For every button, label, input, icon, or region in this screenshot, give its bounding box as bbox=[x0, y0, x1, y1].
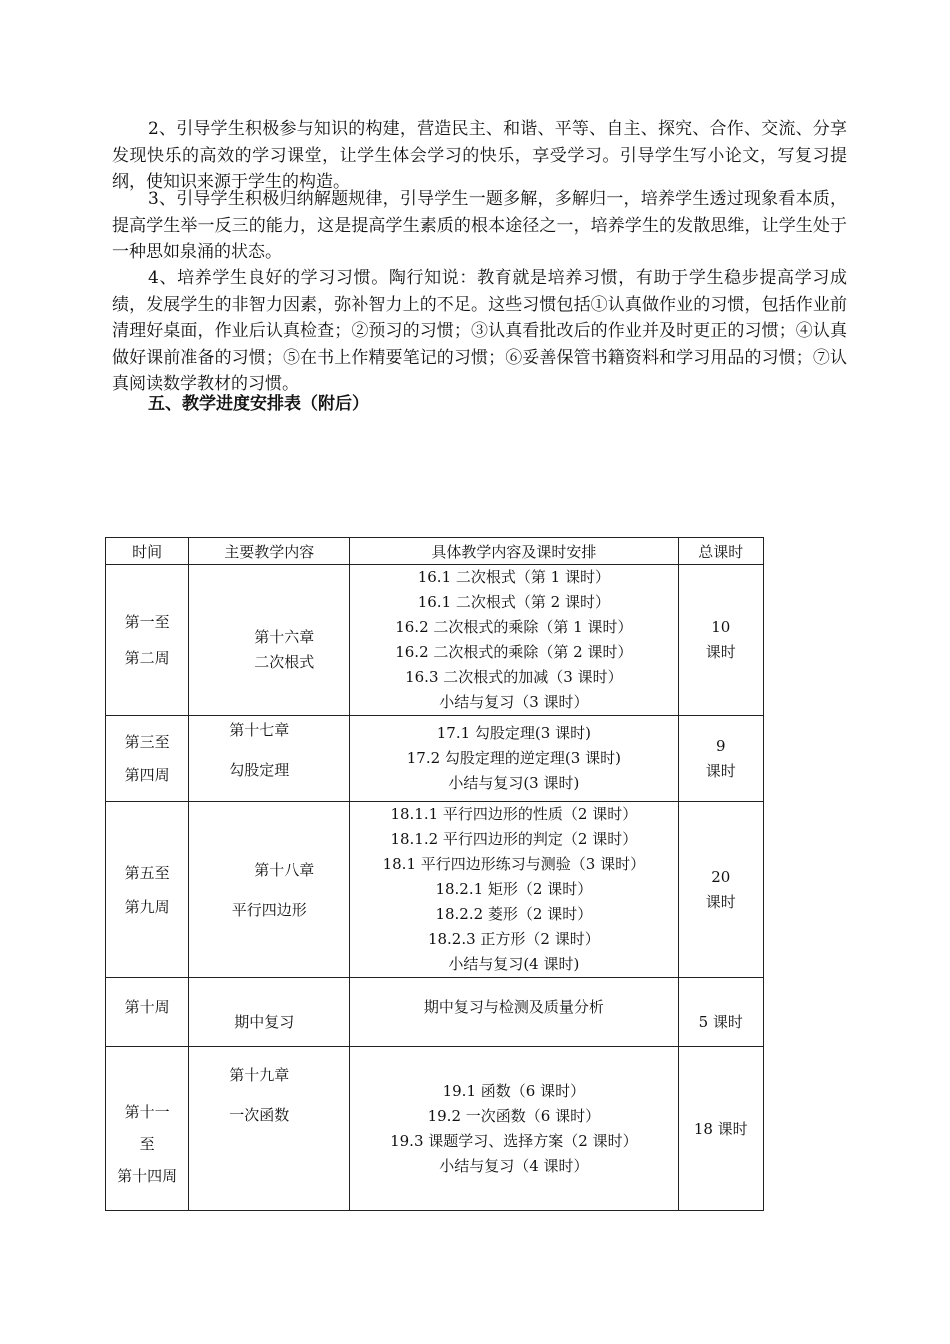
time-line: 第九周 bbox=[124, 897, 170, 916]
time-cell bbox=[106, 716, 189, 802]
detail-line: 18.1 平行四边形练习与测验（3 课时） bbox=[382, 855, 646, 873]
schedule-table bbox=[105, 537, 764, 1211]
details-cell bbox=[350, 978, 678, 1047]
detail-line: 16.1 二次根式（第 1 课时） bbox=[417, 568, 610, 586]
detail-line: 18.2.2 菱形（2 课时） bbox=[435, 905, 593, 923]
detail-line: 16.2 二次根式的乘除（第 2 课时） bbox=[395, 643, 633, 661]
table-row bbox=[106, 716, 764, 802]
chapter-line: 第十六章 bbox=[254, 628, 315, 646]
main-content-cell bbox=[189, 802, 350, 978]
time-cell bbox=[106, 565, 189, 716]
detail-line: 18.2.3 正方形（2 课时） bbox=[427, 930, 600, 948]
total-line: 课时 bbox=[705, 892, 736, 911]
chapter-line: 期中复习 bbox=[234, 1013, 295, 1031]
detail-line: 小结与复习（4 课时） bbox=[439, 1156, 589, 1175]
detail-line: 小结与复习（3 课时） bbox=[439, 693, 589, 711]
time-line: 第五至 bbox=[124, 863, 170, 882]
time-line: 第十四周 bbox=[117, 1166, 178, 1185]
total-hours-cell bbox=[678, 565, 763, 716]
header-main-content: 主要教学内容 bbox=[189, 538, 350, 565]
detail-line: 18.2.1 矩形（2 课时） bbox=[435, 880, 593, 898]
header-total-hours: 总课时 bbox=[678, 538, 763, 565]
detail-line: 19.2 一次函数（6 课时） bbox=[427, 1106, 601, 1125]
total-hours-cell bbox=[678, 978, 763, 1047]
time-line: 第十周 bbox=[124, 998, 170, 1016]
detail-line: 18.1.1 平行四边形的性质（2 课时） bbox=[390, 805, 638, 823]
chapter-line: 二次根式 bbox=[254, 653, 315, 671]
total-hours-cell bbox=[678, 1047, 763, 1211]
section-heading: 五、教学进度安排表（附后） bbox=[148, 394, 369, 414]
chapter-line: 第十七章 bbox=[229, 721, 290, 739]
detail-line: 16.1 二次根式（第 2 课时） bbox=[417, 593, 610, 611]
header-details: 具体教学内容及课时安排 bbox=[350, 538, 678, 565]
total-line: 课时 bbox=[705, 643, 736, 661]
chapter-line: 第十九章 bbox=[229, 1066, 290, 1084]
paragraph-2: 2、引导学生积极参与知识的构建，营造民主、和谐、平等、自主、探究、合作、交流、分享发现快乐的高效的学习课堂，让学生体会学习的快乐，享受学习。引导学生写小论文，写复习提纲，使知识来源于学生的构造。 bbox=[112, 119, 847, 192]
time-cell bbox=[106, 978, 189, 1047]
total-line: 5 课时 bbox=[698, 1013, 743, 1031]
time-line: 第三至 bbox=[124, 732, 170, 751]
detail-line: 期中复习与检测及质量分析 bbox=[423, 998, 604, 1016]
time-cell bbox=[106, 1047, 189, 1211]
details-cell bbox=[350, 565, 678, 716]
detail-line: 16.3 二次根式的加减（3 课时） bbox=[405, 668, 623, 686]
table-row bbox=[106, 978, 764, 1047]
chapter-line: 第十八章 bbox=[254, 860, 315, 879]
details-cell bbox=[350, 1047, 678, 1211]
chapter-line: 平行四边形 bbox=[231, 900, 307, 919]
paragraph-4: 4、培养学生良好的学习习惯。陶行知说：教育就是培养习惯，有助于学生稳步提高学习成绩，发展学生的非智力因素，弥补智力上的不足。这些习惯包括①认真做作业的习惯，包括作业前清理好桌面，作业后认真检查；②预习的习惯；③认真看批改后的作业并及时更正的习惯；④认真做好课前准备的习惯；⑤在书上作精要笔记的习惯；⑥妥善保管书籍资料和学习用品的习惯；⑦认真阅读数学教材的习惯。 bbox=[112, 268, 847, 394]
main-content-cell bbox=[189, 1047, 350, 1211]
detail-line: 17.2 勾股定理的逆定理(3 课时) bbox=[406, 749, 621, 767]
chapter-line: 勾股定理 bbox=[229, 761, 290, 779]
table-row bbox=[106, 1047, 764, 1211]
time-line: 第四周 bbox=[124, 765, 170, 784]
total-line: 20 bbox=[711, 867, 731, 886]
total-line: 课时 bbox=[705, 761, 736, 780]
details-cell bbox=[350, 716, 678, 802]
detail-line: 16.2 二次根式的乘除（第 1 课时） bbox=[395, 618, 633, 636]
table-header-row bbox=[106, 538, 764, 565]
detail-line: 17.1 勾股定理(3 课时) bbox=[436, 724, 591, 742]
detail-line: 小结与复习(3 课时) bbox=[448, 774, 580, 792]
detail-line: 19.1 函数（6 课时） bbox=[442, 1081, 586, 1100]
time-line: 第二周 bbox=[124, 649, 170, 667]
total-hours-cell bbox=[678, 716, 763, 802]
table-row bbox=[106, 565, 764, 716]
detail-line: 小结与复习(4 课时) bbox=[448, 955, 580, 973]
detail-line: 18.1.2 平行四边形的判定（2 课时） bbox=[390, 830, 638, 848]
total-line: 10 bbox=[711, 618, 731, 636]
total-hours-cell bbox=[678, 802, 763, 978]
time-cell bbox=[106, 802, 189, 978]
details-cell bbox=[350, 802, 678, 978]
detail-line: 19.3 课题学习、选择方案（2 课时） bbox=[390, 1131, 638, 1150]
total-line: 9 bbox=[715, 736, 726, 755]
main-content-cell bbox=[189, 978, 350, 1047]
total-line: 18 课时 bbox=[693, 1120, 748, 1138]
table-row bbox=[106, 802, 764, 978]
main-content-cell bbox=[189, 565, 350, 716]
time-line: 第十一 bbox=[124, 1102, 170, 1121]
chapter-line: 一次函数 bbox=[229, 1106, 290, 1124]
time-line: 第一至 bbox=[124, 613, 170, 631]
header-time: 时间 bbox=[106, 538, 189, 565]
main-content-cell bbox=[189, 716, 350, 802]
time-line: 至 bbox=[139, 1134, 155, 1153]
paragraph-3: 3、引导学生积极归纳解题规律，引导学生一题多解，多解归一，培养学生透过现象看本质，提高学生举一反三的能力，这是提高学生素质的根本途径之一，培养学生的发散思维，让学生处于一种思如泉涌的状态。 bbox=[112, 189, 847, 262]
